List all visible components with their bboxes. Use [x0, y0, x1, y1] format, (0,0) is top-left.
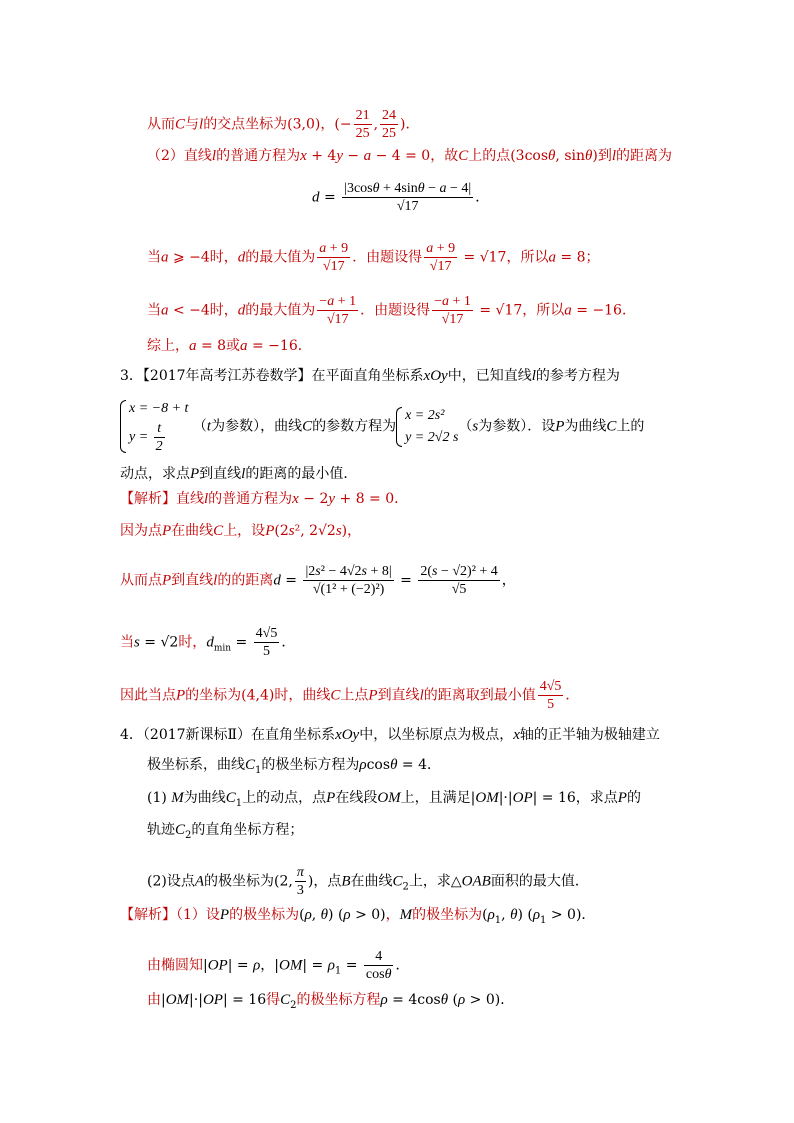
text-line: (1) M为曲线$C_1$上的动点，点P在线段OM上，且满足|OM|·|OP| = 16，求点P的 — [147, 790, 641, 809]
solution-line: 由|OM|·|OP| = 16得$C_2$的极坐标方程ρ = 4cosθ (ρ > 0)． — [147, 992, 515, 1011]
text-line: （2）直线l的普通方程为x + 4y − a − 4 = 0，故C上的点(3cosθ, sinθ)到l的距离为 — [147, 148, 673, 164]
problem-3-equations: x = −8 + t y = $\frac{t}{2}$ （t为参数），曲线C的参数方程为 x = 2s² y = 2√2 s （s为参数）．设P为曲线C上的 — [120, 398, 644, 455]
solution-line: 因此当点P的坐标为(4,4)时，曲线C上点P到直线l的距离取到最小值 $\frac{4√5}{5}$ ． — [120, 679, 580, 712]
solution-line: 由椭圆知|OP| = ρ，$|OM| = \rho_1$ = $\frac{4}{\cos\theta}$ ． — [147, 949, 410, 982]
formula-line: d = $\frac{|3\cos\theta + 4\sin\theta - a - 4|}{√17}$ ． — [312, 181, 490, 214]
text-line: 当a ⩾ −4时，d的最大值为 $\frac{a + 9}{√17}$ ．由题设得 $\frac{a + 9}{√17}$ = √17，所以a = 8； — [147, 241, 600, 274]
solution-line: 因为点P在曲线C上，设P(2s², 2√2s)， — [120, 523, 362, 539]
text-line: 极坐标系，曲线$C_1$的极坐标方程为ρcosθ = 4． — [147, 757, 441, 776]
solution-line: 从而点P到直线l的的距离d = $\frac{\text{|2s² − 4√2s + 8|}}{\text{√(1² + (−2)²)}}$ = $\frac{\text{2(s − √2)² + 4}}{√5}$ ， — [120, 564, 516, 597]
text-line: 从而C与l的交点坐标为(3,0)，(− $\frac{21}{25}$ , $\frac{24}{25}$ )． — [147, 108, 420, 141]
text-line: 当a < −4时，d的最大值为 $\frac{-a + 1}{√17}$ ．由题设得 $\frac{-a + 1}{√17}$ = √17，所以a = −16． — [147, 294, 636, 327]
text-line: 轨迹$C_2$的直角坐标方程； — [147, 822, 304, 841]
solution-line: 当s = √2时，$d_{min}$ = $\frac{4√5}{5}$ ． — [120, 626, 296, 659]
solution-line: 【解析】直线l的普通方程为x − 2y + 8 = 0． — [120, 491, 409, 507]
text-line: (2)设点A的极坐标为(2, $\frac{\pi}{3}$ )，点B在曲线$C_2$上，求△OAB面积的最大值． — [147, 865, 589, 898]
solution-line: 【解析】（1）设P的极坐标为(ρ, θ) (ρ > 0)，M的极坐标为($\rho_1$, θ) $(\rho_1 > 0)$． — [120, 907, 596, 926]
text-line: 动点，求点P到直线l的距离的最小值． — [120, 466, 358, 482]
problem-4-header: 4．（2017新课标Ⅱ）在直角坐标系xOy中，以坐标原点为极点，x轴的正半轴为极轴建立 — [120, 727, 660, 743]
text-line: 综上，a = 8或a = −16． — [147, 338, 312, 354]
problem-3-header: 3．【2017年高考江苏卷数学】在平面直角坐标系xOy中，已知直线l的参考方程为 — [120, 368, 620, 384]
